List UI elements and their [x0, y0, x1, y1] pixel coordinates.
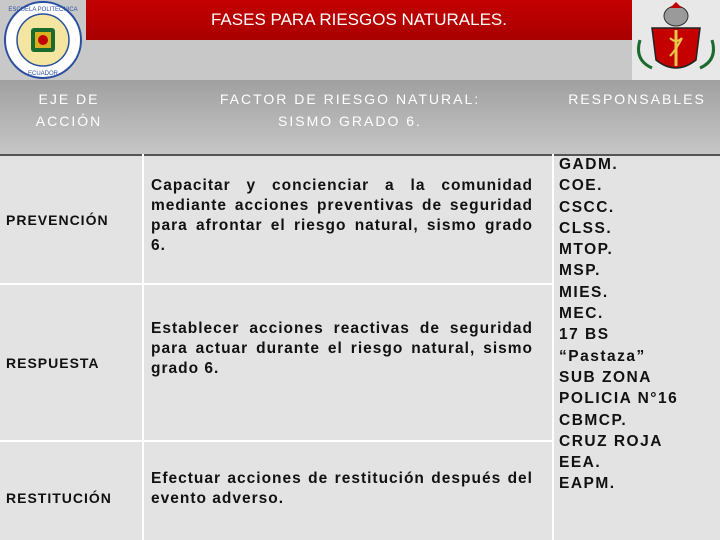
row-divider: [0, 283, 553, 285]
banner-lower-band: [86, 40, 632, 80]
text-prevencion: Capacitar y concienciar a la comunidad mediante acciones preventivas de seguridad para afrontar el riesgo natural, sismo grado 6.: [143, 156, 553, 283]
responsable-item: 17 BS: [559, 326, 610, 344]
responsable-item: “Pastaza”: [559, 347, 646, 365]
responsable-item: MTOP.: [559, 241, 614, 259]
responsable-item: CRUZ ROJA: [559, 432, 663, 450]
responsable-item: EAPM.: [559, 475, 616, 493]
espe-seal-icon: [0, 0, 86, 80]
column-divider: [552, 154, 554, 540]
responsable-item: MEC.: [559, 305, 604, 323]
column-divider: [142, 154, 144, 540]
header-divider: [0, 154, 720, 156]
responsable-item: MIES.: [559, 283, 609, 301]
military-crest-logo: [632, 0, 720, 80]
responsable-item: COE.: [559, 177, 603, 195]
phase-prevencion: PREVENCIÓN: [0, 156, 143, 283]
crest-icon: [632, 0, 720, 80]
svg-text:ESCUELA POLITECNICA: ESCUELA POLITECNICA: [8, 7, 78, 13]
text-respuesta: Establecer acciones reactivas de seguridad para actuar durante el riesgo natural, sismo grado 6.: [143, 285, 553, 440]
responsable-item: POLICIA N°16: [559, 390, 679, 408]
responsable-item: MSP.: [559, 262, 601, 280]
institution-logo-left: [0, 0, 86, 80]
header-factor-line2: SISMO GRADO 6.: [278, 113, 422, 129]
header-responsables: RESPONSABLES: [568, 91, 706, 107]
responsables-list: [553, 154, 720, 540]
phase-restitucion: RESTITUCIÓN: [0, 442, 143, 540]
responsable-item: SUB ZONA: [559, 368, 652, 386]
svg-text:ECUADOR: ECUADOR: [27, 71, 59, 77]
responsable-item: CBMCP.: [559, 411, 628, 429]
slide-title: FASES PARA RIESGOS NATURALES.: [86, 0, 632, 40]
text-restitucion: Efectuar acciones de restitución después del evento adverso.: [143, 442, 553, 540]
responsable-item: GADM.: [559, 156, 619, 173]
header-factor-line1: FACTOR DE RIESGO NATURAL:: [219, 91, 481, 107]
header-factor-riesgo: [180, 88, 520, 132]
header-eje-accion: EJE DE ACCIÓN: [35, 91, 103, 129]
responsable-item: CLSS.: [559, 219, 613, 237]
row-divider: [0, 440, 553, 442]
phase-respuesta: RESPUESTA: [0, 285, 143, 440]
responsable-item: CSCC.: [559, 198, 615, 216]
responsable-item: EEA.: [559, 454, 602, 472]
